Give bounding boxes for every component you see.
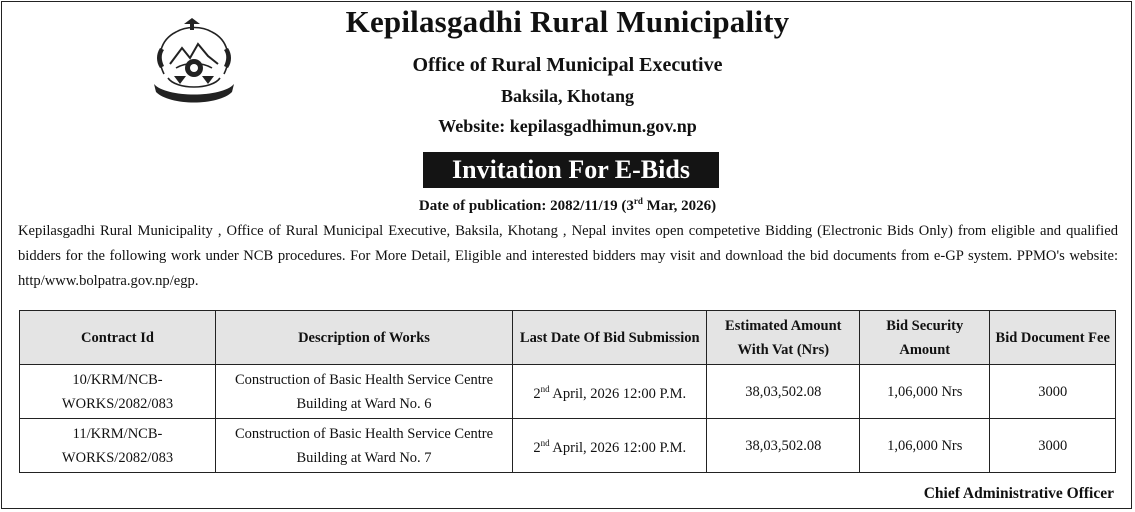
date-rest: April, 2026 12:00 P.M. [549, 439, 687, 456]
cell-bid-security: 1,06,000 Nrs [860, 365, 990, 419]
header-description: Description of Works [216, 311, 513, 365]
cell-contract-id: 11/KRM/NCB-WORKS/2082/083 [20, 419, 216, 473]
website-line: Website: kepilasgadhimun.gov.np [438, 116, 697, 136]
date-day: 2 [533, 385, 541, 402]
bids-table [19, 310, 1116, 473]
date-day: 2 [533, 439, 541, 456]
invitation-banner: Invitation For E-Bids [423, 152, 719, 188]
cell-document-fee: 3000 [990, 365, 1116, 419]
office-address: Baksila, Khotang [500, 86, 635, 106]
date-sup: nd [540, 438, 550, 449]
header-document-fee: Bid Document Fee [990, 311, 1116, 365]
office-name: Office of Rural Municipal Executive [412, 54, 723, 76]
table-row [20, 365, 1116, 419]
cell-last-date [513, 419, 707, 473]
header-bid-security: Bid Security Amount [860, 311, 990, 365]
header-last-date: Last Date Of Bid Submission [513, 311, 707, 365]
publication-date-rest: Mar, 2026) [642, 198, 717, 214]
date-sup: nd [540, 384, 550, 395]
publication-date-label: Date of publication: 2082/11/19 (3 [418, 198, 634, 214]
table-header-row [20, 311, 1116, 365]
publication-date [0, 196, 1135, 215]
cell-estimated-amount: 38,03,502.08 [707, 419, 860, 473]
cell-document-fee: 3000 [990, 419, 1116, 473]
intro-paragraph: Kepilasgadhi Rural Municipality , Office of Rural Municipal Executive, Baksila, Khotang , Nepal invites open competetive Bidding (Electronic Bids Only) from eligible and qualified bidders for the following work under NCB procedures. For More Detail, Eligible and interested bidders may visit and download the bid documents from e-GP system. PPMO's website: http/www.bolpatra.gov.np/egp. [18, 223, 1118, 289]
cell-last-date [513, 365, 707, 419]
table-row [20, 419, 1116, 473]
header-contract-id: Contract Id [20, 311, 216, 365]
cell-description: Construction of Basic Health Service Centre Building at Ward No. 6 [216, 365, 513, 419]
cell-bid-security: 1,06,000 Nrs [860, 419, 990, 473]
date-rest: April, 2026 12:00 P.M. [549, 385, 687, 402]
cell-contract-id: 10/KRM/NCB-WORKS/2082/083 [20, 365, 216, 419]
cell-description: Construction of Basic Health Service Centre Building at Ward No. 7 [216, 419, 513, 473]
header-estimated-amount: Estimated Amount With Vat (Nrs) [707, 311, 860, 365]
signature-title: Chief Administrative Officer [923, 485, 1114, 502]
publication-date-sup: rd [633, 196, 643, 206]
cell-estimated-amount: 38,03,502.08 [707, 365, 860, 419]
municipality-title: Kepilasgadhi Rural Municipality [345, 4, 790, 39]
